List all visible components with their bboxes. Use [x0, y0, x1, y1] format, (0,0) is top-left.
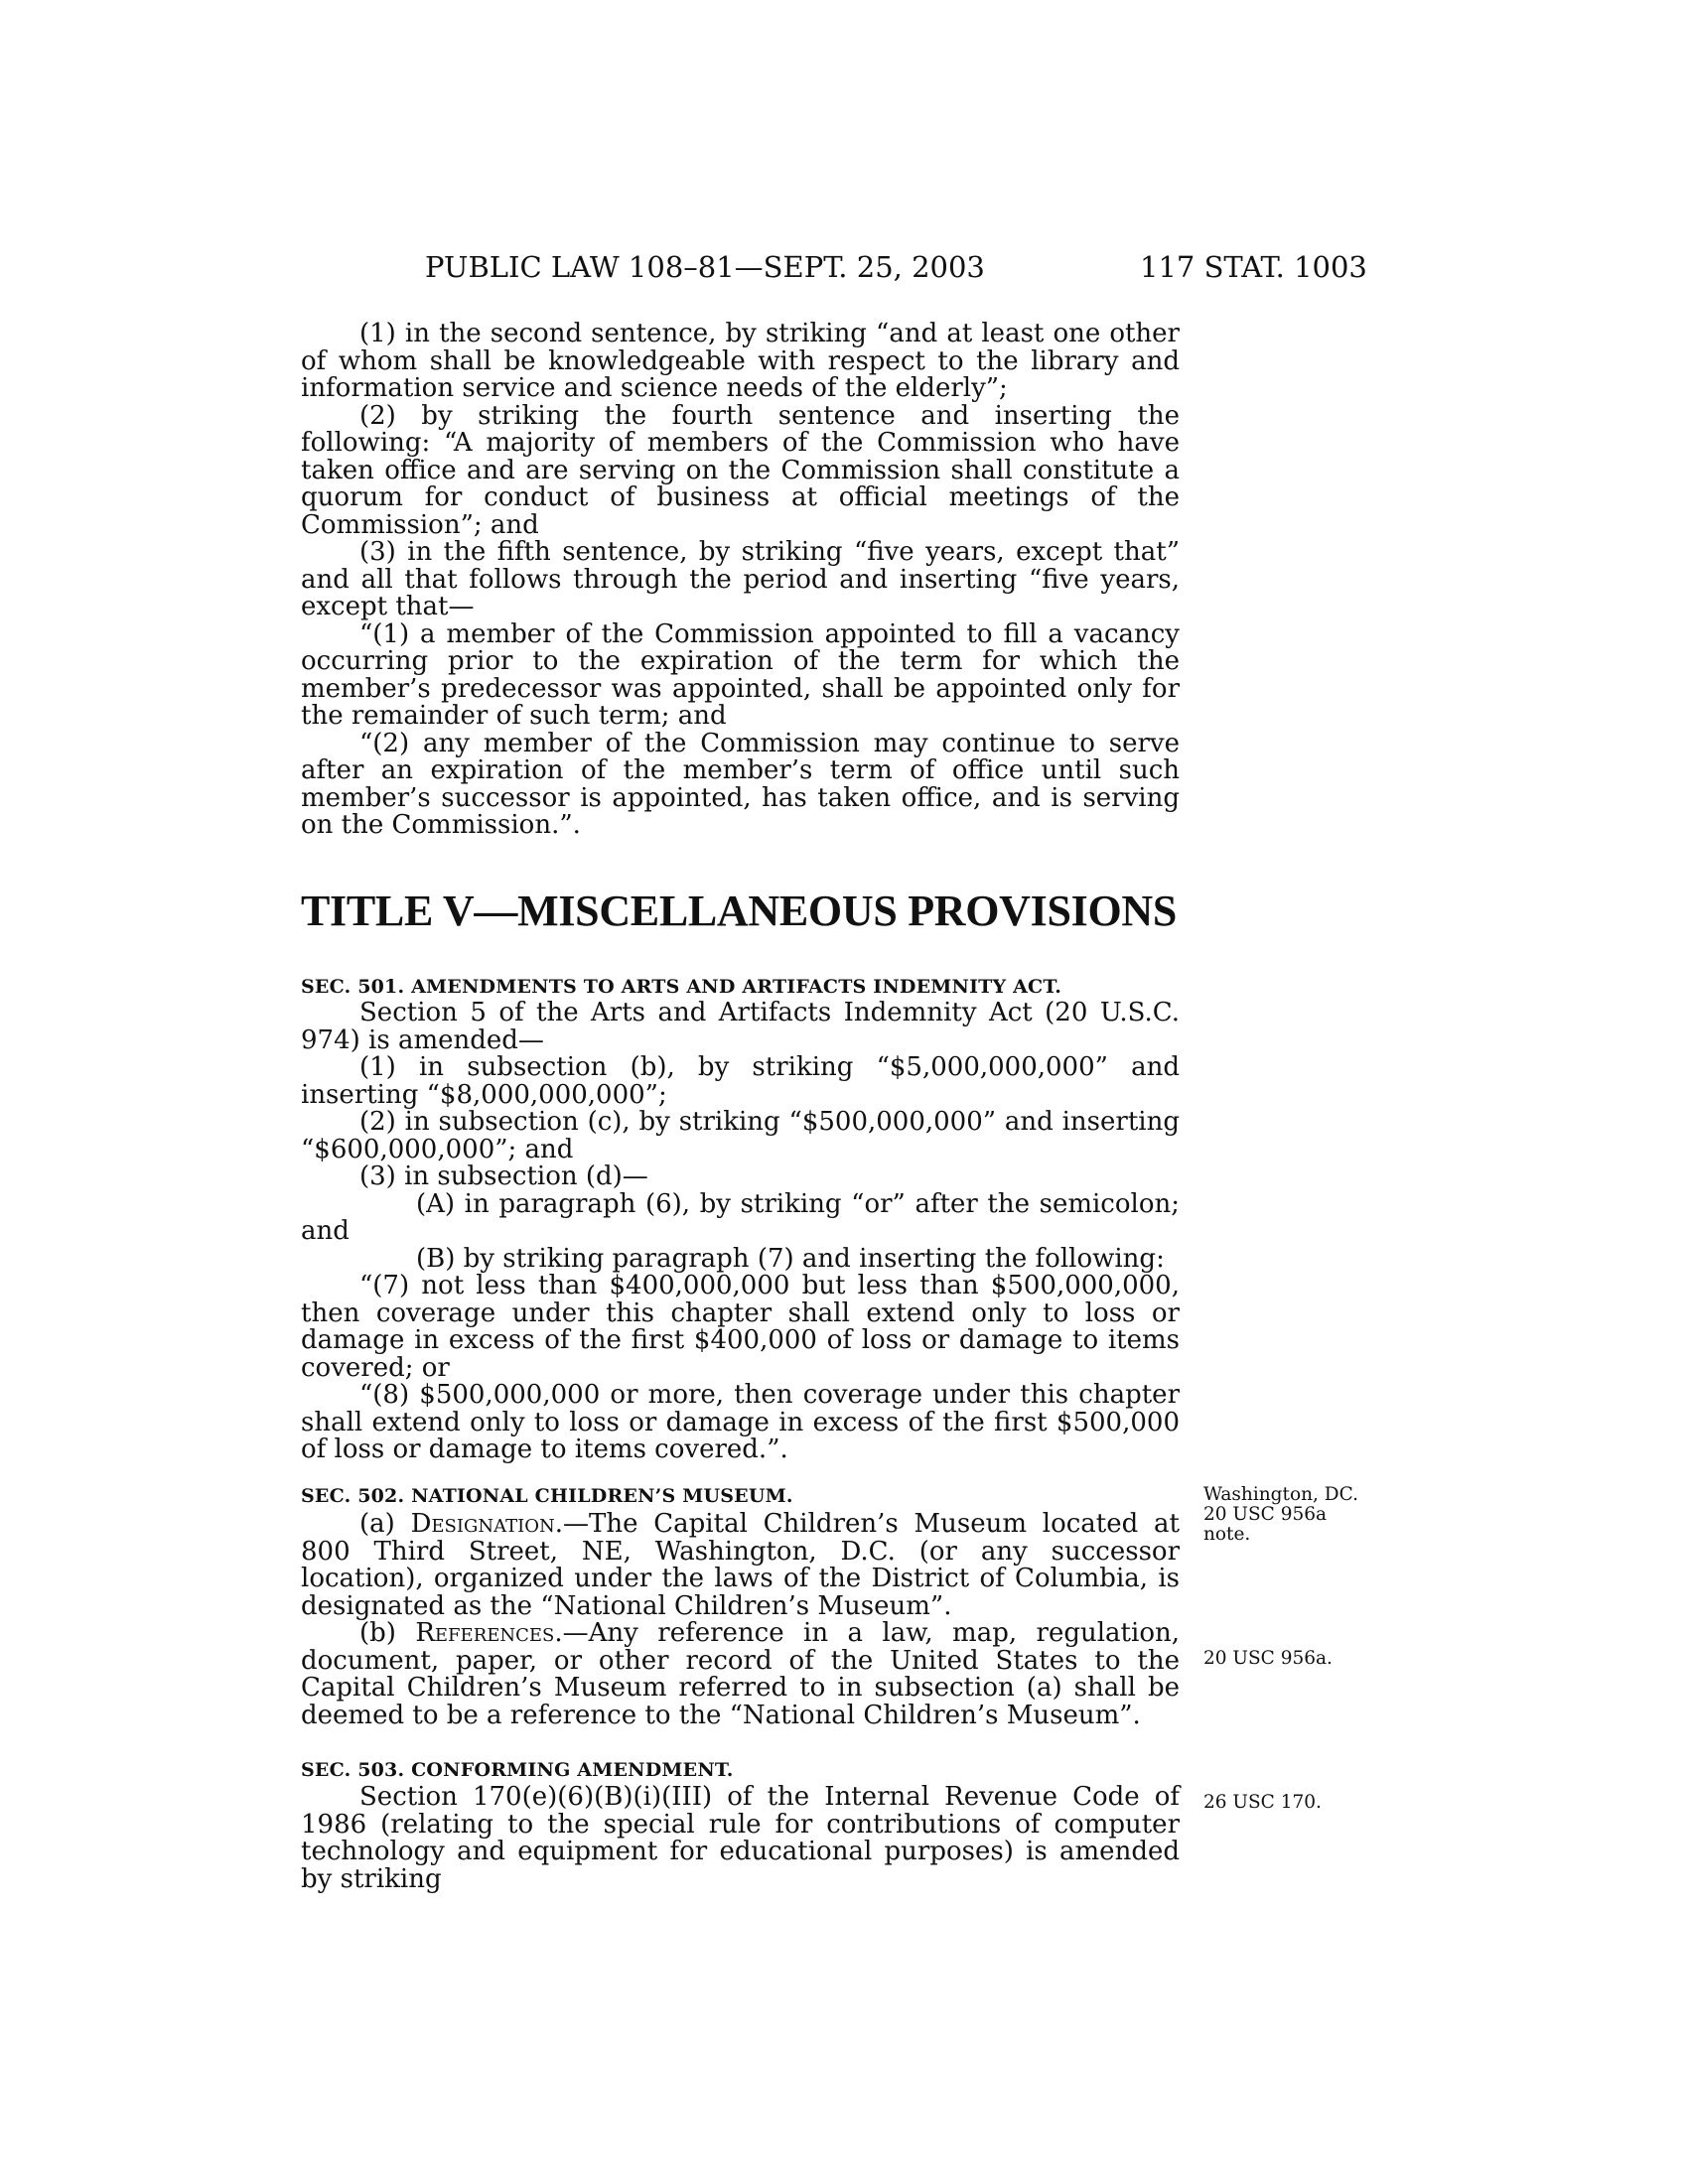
quoted-paragraph-2: “(2) any member of the Commission may continue to serve after an expiration of the member’s term of office until such member’s successor is appointed, has taken office, and is serving on the Commission.”. [301, 728, 1180, 840]
references-caption: References [415, 1618, 555, 1648]
title-heading: TITLE V—MISCELLANEOUS PROVISIONS [301, 887, 1178, 935]
designation-text: .—The Capital Children’s Museum located at 800 Third Street, NE, Washington, D.C. (or any successor location), organized under the laws of the District of Columbia, is designated as the “National Children’s Museum”. [301, 1509, 1180, 1621]
margin-note-location: Washington, DC. [1203, 1484, 1358, 1505]
sec-501-item-1: (1) in subsection (b), by striking “$5,000,000,000” and inserting “$8,000,000,000”; [301, 1052, 1180, 1110]
margin-note-usc-3: 26 USC 170. [1203, 1792, 1322, 1813]
margin-note-usc-1: 20 USC 956a [1203, 1504, 1328, 1525]
sec-501-intro: Section 5 of the Arts and Artifacts Indemnity Act (20 U.S.C. 974) is amended— [301, 998, 1180, 1055]
references-label: (b) [359, 1618, 416, 1648]
paragraph-2: (2) by striking the fourth sentence and inserting the following: “A majority of members of the Commission who have taken office and are serving on the Commission shall constitute a quorum for conduct of business at official meetings of the Commission”; and [301, 400, 1180, 540]
paragraph-1: (1) in the second sentence, by striking “and at least one other of whom shall be knowledgeable with respect to the library and information service and science needs of the elderly”; [301, 319, 1180, 403]
sec-502-heading: SEC. 502. NATIONAL CHILDREN’S MUSEUM. [301, 1485, 793, 1507]
sec-501-item-2: (2) in subsection (c), by striking “$500,000,000” and inserting “$600,000,000”; and [301, 1107, 1180, 1164]
amendment-list-continued [301, 321, 1180, 840]
running-head: PUBLIC LAW 108–81—SEPT. 25, 2003 [425, 250, 985, 284]
sec-501-quoted-7: “(7) not less than $400,000,000 but less than $500,000,000, then coverage under this chapter shall extend only to loss or damage in excess of the first $400,000 of loss or damage to items covered; or [301, 1271, 1180, 1383]
designation-label: (a) [359, 1509, 411, 1539]
sec-503-paragraph: Section 170(e)(6)(B)(i)(III) of the Internal Revenue Code of 1986 (relating to the special rule for contributions of computer technology and equipment for educational purposes) is amended by striking [301, 1782, 1180, 1894]
designation-caption: Designation [410, 1509, 555, 1539]
sec-501-heading: SEC. 501. AMENDMENTS TO ARTS AND ARTIFACTS INDEMNITY ACT. [301, 976, 1062, 998]
quoted-paragraph-1: “(1) a member of the Commission appointed to fill a vacancy occurring prior to the expiration of the term for which the member’s predecessor was appointed, shall be appointed only for the remainder of such term; and [301, 618, 1180, 731]
sec-502-body [301, 1511, 1180, 1729]
references-text: .—Any reference in a law, map, regulation, document, paper, or other record of the United States to the Capital Children’s Museum referred to in subsection (a) shall be deemed to be a reference to the “National Children’s Museum”. [301, 1618, 1180, 1730]
margin-note-usc-2: 20 USC 956a. [1203, 1648, 1333, 1669]
sec-501-subitem-b: (B) by striking paragraph (7) and inserting the following: [416, 1243, 1165, 1274]
stat-page-number: 117 STAT. 1003 [1140, 250, 1367, 284]
sec-502-references [301, 1620, 1180, 1729]
sec-501-item-3: (3) in subsection (d)— [359, 1161, 648, 1191]
paragraph-3: (3) in the fifth sentence, by striking “five years, except that” and all that follows through the period and inserting “five years, except that— [301, 537, 1180, 621]
sec-502-designation [301, 1511, 1180, 1620]
sec-503-body [301, 1784, 1180, 1893]
sec-501-subitem-a: (A) in paragraph (6), by striking “or” after the semicolon; and [301, 1188, 1180, 1246]
sec-501-body [301, 1000, 1180, 1464]
sec-501-quoted-8: “(8) $500,000,000 or more, then coverage under this chapter shall extend only to loss or damage in excess of the first $500,000 of loss or damage to items covered.”. [301, 1380, 1180, 1464]
sec-503-heading: SEC. 503. CONFORMING AMENDMENT. [301, 1759, 734, 1781]
margin-note-note: note. [1203, 1524, 1251, 1545]
